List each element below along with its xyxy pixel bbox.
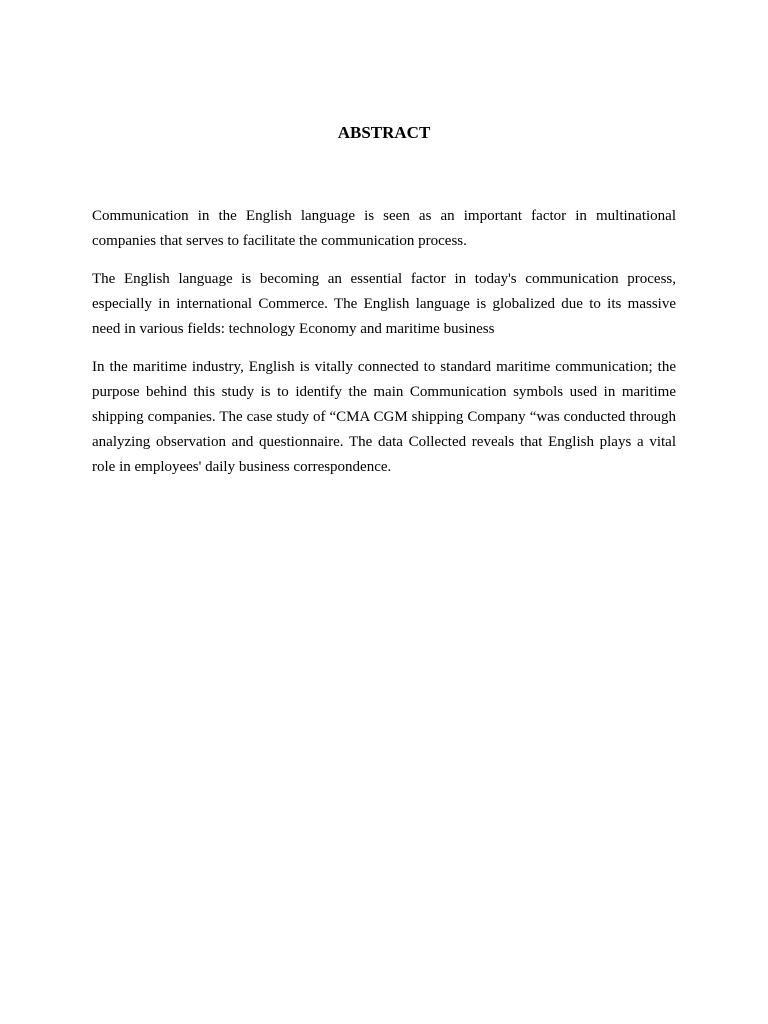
abstract-paragraph-3: In the maritime industry, English is vitally connected to standard maritime communication; the purpose behind this study is to identify the main Communication symbols used in maritime shipping companies. The case study of “CMA CGM shipping Company “was conducted through analyzing observation and questionnaire. The data Collected reveals that English plays a vital role in employees' daily business correspondence. — [92, 359, 676, 475]
abstract-paragraph-2: The English language is becoming an essential factor in today's communication process, especially in international Commerce. The English language is globalized due to its massive need in various fields: technology Economy and maritime business — [92, 271, 676, 337]
abstract-body — [92, 204, 676, 480]
abstract-heading: ABSTRACT — [337, 123, 431, 142]
abstract-paragraph-1: Communication in the English language is seen as an important factor in multinational companies that serves to facilitate the communication process. — [92, 208, 676, 249]
